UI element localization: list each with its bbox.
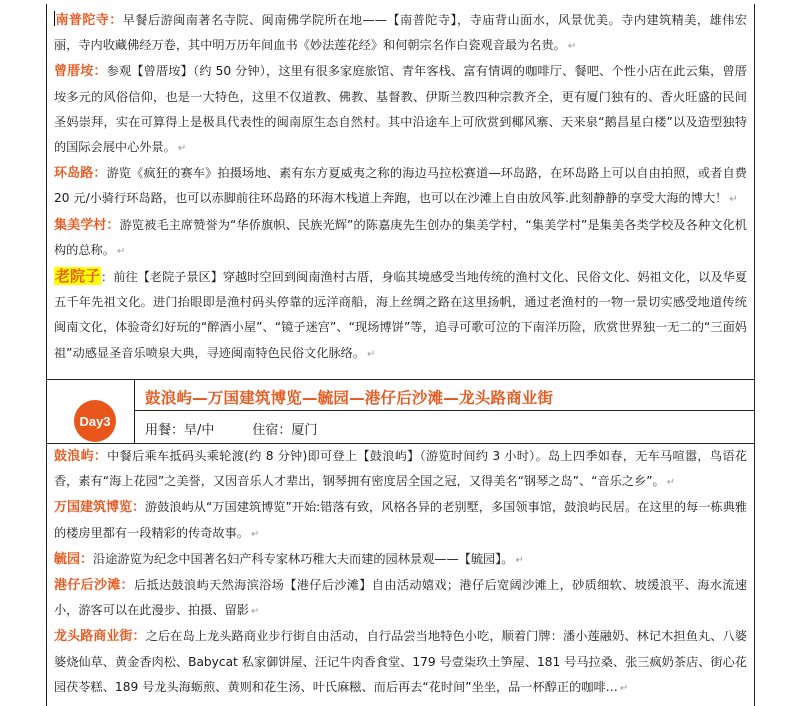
meal-info: 用餐：早/中 <box>145 423 215 438</box>
term-laoyuanzi: 老院子 <box>55 267 101 286</box>
body-yuyuan: 沿途游览为纪念中国著名妇产科专家林巧稚大夫而建的园林景观——【毓园】。 <box>93 551 514 566</box>
paragraph-zengcuoan[interactable] <box>54 59 747 161</box>
term-gangzaihou: 港仔后沙滩： <box>54 578 134 594</box>
paragraph-yuyuan[interactable] <box>54 547 747 573</box>
body-zengcuoan: 参观【曾厝垵】（约 50 分钟），这里有很多家庭旅馆、青年客栈、富有情调的咖啡厅、餐吧、个性小店在此云集，曾厝垵多元的风俗信仰，也是一大特色，这里不仅道教、佛教、基督教、伊斯兰教四种宗教齐全，更有厦门独有的、香火旺盛的民间圣妈崇拜，实在可算得上是极具代表性的闽南原生态自然村。其中沿途车上可欣赏到椰风寨、天来泉“鹅昌星白楼”以及造型独特的国际会展中心外景。 <box>54 64 747 155</box>
itinerary-table <box>46 4 755 706</box>
paragraph-laoyuanzi[interactable] <box>54 264 747 367</box>
paragraph-nanputuo[interactable] <box>54 8 747 59</box>
paragraph-mark-icon: ↵ <box>666 477 676 489</box>
body-longtoulu: 之后在岛上龙头路商业步行街自由活动，自行品尝当地特色小吃，顺着门牌：潘小莲融奶、林记木担鱼丸、八婆婆烧仙草、黄金香肉松、Babycat 私家御饼屋、汪记牛肉香食堂、179 号壹柒玖土笋屋、181 号马拉桑、张三疯奶茶店、街心花园茯苓糕、189 号龙头海蛎煎、黄则和花生汤、叶氏麻糍、而后再去“花时间”坐坐，品一杯醇正的咖啡… <box>54 629 747 694</box>
paragraph-mark-icon: ↵ <box>515 554 524 566</box>
term-wanguo: 万国建筑博览： <box>54 500 146 516</box>
body-gangzaihou: 后抵达鼓浪屿天然海滨浴场【港仔后沙滩】自由活动嬉戏；港仔后宽阔沙滩上，砂质细软、坡缓浪平、海水流速小，游客可以在此漫步、拍摄、留影 <box>54 578 747 618</box>
day-route-title[interactable]: 鼓浪屿—万国建筑博览—毓园—港仔后沙滩—龙头路商业街 <box>145 389 554 407</box>
body-gulangyu: 中餐后乘车抵码头乘轮渡(约 8 分钟)即可登上【鼓浪屿】（游览时间约 3 小时）。岛上四季如春，无车马喧嚣，鸟语花香，素有“海上花园”之美誉，又因音乐人才辈出，钢琴拥有密度居全国之冠，又得美名“钢琴之岛”、“音乐之乡”。 <box>54 449 747 489</box>
paragraph-mark-icon: ↵ <box>567 41 577 53</box>
body-nanputuo: 早餐后游闽南著名寺院、闽南佛学院所在地——【南普陀寺】，寺庙背山面水，风景优美。寺内建筑精美，雄伟宏丽，寺内收藏佛经万卷，其中明万历年间血书《妙法莲花经》和何朝宗名作白瓷观音最为名贵。 <box>54 13 747 53</box>
paragraph-mark-icon: ↵ <box>367 348 376 360</box>
term-longtoulu: 龙头路商业街： <box>54 629 146 645</box>
paragraph-mark-icon: ↵ <box>116 245 126 257</box>
body-laoyuanzi: 前往【老院子景区】穿越时空回到闽南渔村古厝，身临其境感受当地传统的渔村文化、民俗文化、妈祖文化，以及华夏五千年先祖文化。进门抬眼即是渔村码头停靠的远洋商船，海上丝绸之路在这里扬帆，通过老渔村的一物一景切实感受地道传统闽南文化，体验奇幻好玩的“醉酒小屋”、“镜子迷宫”、“现场博饼”等，追寻可歌可泣的下南洋历险，欣赏世界独一无二的“三面妈祖”动感显圣音乐喷泉大典，寻迹闽南特色民俗文化脉络。 <box>54 270 748 360</box>
paragraph-mark-icon: ↵ <box>729 194 738 206</box>
body-wanguo: 游鼓浪屿从“万国建筑博览”开始:错落有致，风格各异的老别墅，多国领事馆，鼓浪屿民居。在这里的每一栋典雅的楼房里都有一段精彩的传奇故事。 <box>54 500 747 540</box>
body-huandaolu: 游览《疯狂的赛车》拍摄场地、素有东方夏威夷之称的海边马拉松赛道—环岛路，在环岛路上可以自由拍照，或者自费 20 元/小骑行环岛路，也可以赤脚前往环岛路的环海木栈道上奔跑，也可以在沙滩上自由放风筝.此刻静静的享受大海的博大！ <box>54 166 747 206</box>
term-huandaolu: 环岛路： <box>54 166 107 182</box>
day-badge-cell <box>47 379 135 443</box>
term-yuyuan: 毓园： <box>54 551 94 567</box>
colon-laoyuanzi: ： <box>101 270 114 285</box>
paragraph-huandaolu[interactable] <box>54 161 747 212</box>
day3-header-row <box>47 379 754 443</box>
paragraph-mark-icon: ↵ <box>177 143 187 155</box>
body-jimei: 游览被毛主席赞誉为“华侨旗帜、民族光辉”的陈嘉庚先生创办的集美学村，“集美学村”是集美各类学校及各种文化机构的总称。 <box>54 217 747 257</box>
paragraph-gangzaihou[interactable] <box>54 573 747 624</box>
paragraph-jimei[interactable] <box>54 213 747 264</box>
paragraph-longtoulu[interactable] <box>54 624 747 701</box>
term-zengcuoan: 曾厝垵： <box>54 64 107 80</box>
term-nanputuo: 南普陀寺： <box>55 13 123 28</box>
stay-info: 住宿：厦门 <box>252 423 318 438</box>
paragraph-wanguo[interactable] <box>54 495 747 546</box>
term-gulangyu: 鼓浪屿： <box>54 449 108 464</box>
day2-details-cell[interactable] <box>47 8 754 367</box>
day3-details-cell[interactable] <box>47 444 754 701</box>
paragraph-mark-icon: ↵ <box>619 682 629 694</box>
paragraph-mark-icon: ↵ <box>251 606 260 618</box>
day-badge: Day3 <box>74 400 116 442</box>
day-meal-stay[interactable] <box>145 419 317 438</box>
term-jimei: 集美学村： <box>54 217 120 233</box>
paragraph-mark-icon: ↵ <box>251 528 260 540</box>
day-header-divider <box>135 410 754 411</box>
paragraph-gulangyu[interactable] <box>54 444 747 495</box>
